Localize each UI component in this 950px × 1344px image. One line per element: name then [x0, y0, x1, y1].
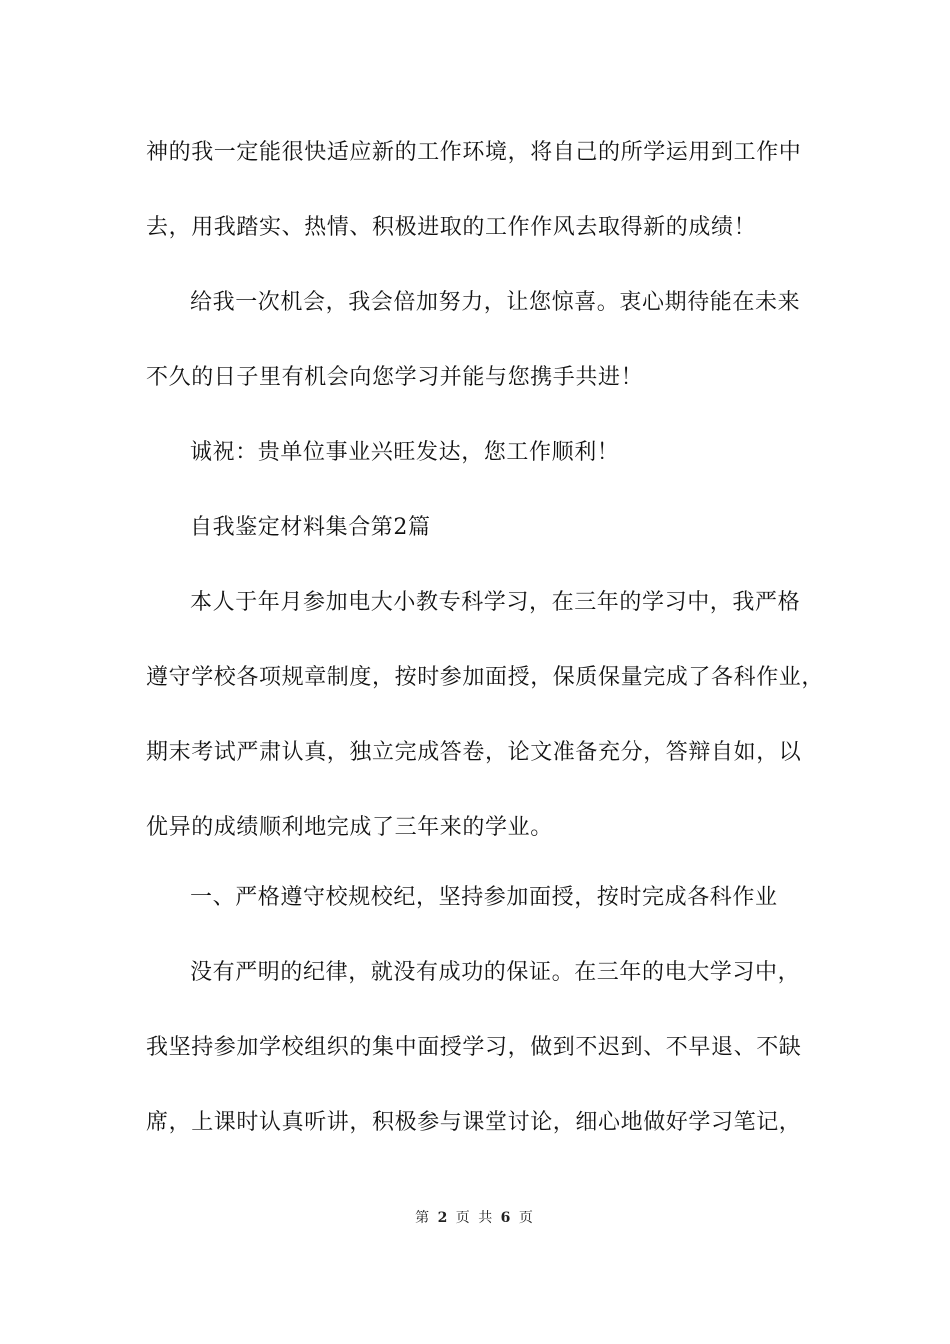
- subsection-heading: 一、严格遵守校规校纪，坚持参加面授，按时完成各科作业: [190, 885, 778, 910]
- footer-prefix: 第: [415, 1210, 432, 1226]
- text-line: 去，用我踏实、热情、积极进取的工作作风去取得新的成绩！: [146, 215, 757, 240]
- footer-suffix: 页: [518, 1210, 535, 1226]
- text-line: 我坚持参加学校组织的集中面授学习，做到不迟到、不早退、不缺: [146, 1035, 802, 1060]
- text-line: 遵守学校各项规章制度，按时参加面授，保质保量完成了各科作业，: [146, 665, 825, 690]
- closing-wish-line: 诚祝：贵单位事业兴旺发达，您工作顺利！: [190, 440, 620, 465]
- total-page-count: 6: [500, 1210, 513, 1226]
- page-footer: [0, 1208, 950, 1228]
- section-title: 自我鉴定材料集合第2篇: [190, 515, 431, 540]
- text-line: 期末考试严肃认真，独立完成答卷，论文准备充分，答辩自如，以: [146, 740, 802, 765]
- text-line: 神的我一定能很快适应新的工作环境，将自己的所学运用到工作中: [146, 140, 802, 165]
- paragraph-start-line: 给我一次机会，我会倍加努力，让您惊喜。衷心期待能在未来: [190, 290, 801, 315]
- paragraph-start-line: 没有严明的纪律，就没有成功的保证。在三年的电大学习中，: [190, 960, 801, 985]
- text-line: 优异的成绩顺利地完成了三年来的学业。: [146, 815, 553, 840]
- footer-middle: 页 共: [455, 1210, 495, 1226]
- current-page-number: 2: [437, 1210, 450, 1226]
- text-line: 席，上课时认真听讲，积极参与课堂讨论，细心地做好学习笔记，: [146, 1110, 802, 1135]
- text-line: 不久的日子里有机会向您学习并能与您携手共进！: [146, 365, 644, 390]
- paragraph-start-line: 本人于年月参加电大小教专科学习，在三年的学习中，我严格: [190, 590, 801, 615]
